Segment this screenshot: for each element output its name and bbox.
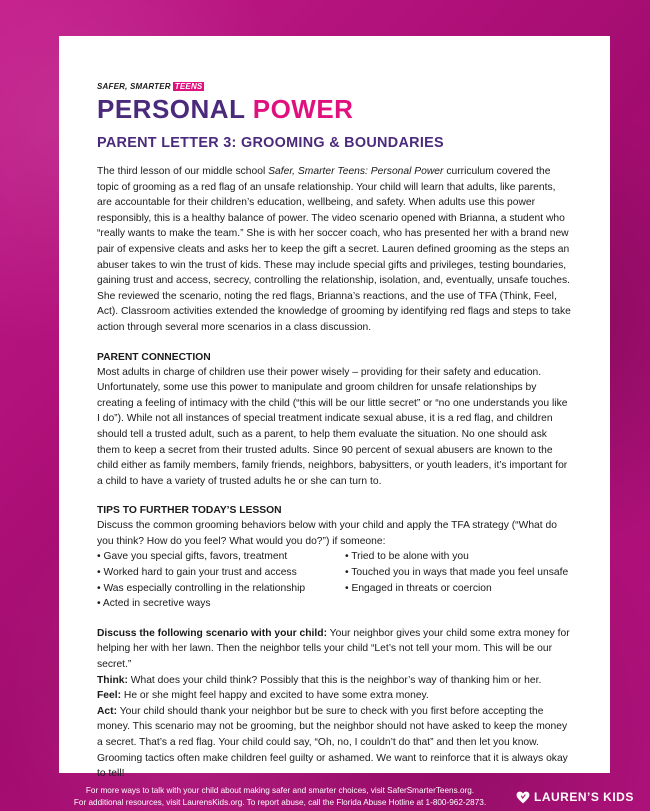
scenario-lead-label: Discuss the following scenario with your child: [97, 627, 327, 639]
personal-power-logo [97, 76, 572, 126]
letter-heading: PARENT LETTER 3: GROOMING & BOUNDARIES [97, 135, 444, 151]
logo-tagline-text: SAFER, SMARTER [97, 82, 171, 91]
footer-line-2: For additional resources, visit LaurensKids.org. To report abuse, call the Florida Abuse Hotline at 1-800-962-2873. [73, 798, 487, 807]
think-text: What does your child think? Possibly that this is the neighbor’s way of thanking him or her. [127, 674, 542, 686]
tip-item: • Gave you special gifts, favors, treatment [97, 551, 288, 563]
scenario-think [97, 673, 572, 689]
intro-curriculum-title: Safer, Smarter Teens: Personal Power [268, 166, 444, 177]
scenario-lead-text: Your neighbor gives your child some extra money for helping her with her lawn. Then the neighbor tells your child “Let’s not tell your mom. This will be our secret.” [97, 627, 570, 671]
logo-title-power: POWER [252, 94, 354, 124]
tip-item: • Engaged in threats or coercion [345, 582, 492, 594]
act-text: Your child should thank your neighbor but be sure to check with you first before accepting the money. This scenario may not be grooming, but the neighbor should not have asked to keep the money a secret. That’s a red flag. Your child could say, “Oh, no, I couldn’t do that” and then let you know. Grooming tactics often make children feel guilty or ashamed. We want to reinforce that it is always okay to tell! [97, 705, 568, 780]
tip-item: • Acted in secretive ways [97, 598, 211, 610]
think-label: Think: [97, 674, 128, 686]
parent-connection-section [97, 350, 572, 490]
logo-tagline-badge: TEENS [174, 82, 203, 91]
page-footer [0, 781, 650, 811]
footer-text [60, 785, 500, 809]
footer-brand: LAUREN’S KIDS [534, 790, 634, 804]
intro-paragraph [97, 164, 572, 336]
parent-connection-heading: PARENT CONNECTION [97, 351, 211, 363]
letter-page [59, 36, 610, 780]
tip-item: • Touched you in ways that made you feel unsafe [345, 567, 569, 579]
feel-label: Feel: [97, 690, 122, 702]
tips-section [97, 503, 572, 612]
act-label: Act: [97, 705, 118, 717]
scenario-lead [97, 626, 572, 673]
laurens-kids-logo [516, 790, 634, 804]
scenario-feel [97, 688, 572, 704]
scenario-act [97, 704, 572, 782]
tip-item: • Was especially controlling in the relationship [97, 582, 306, 594]
tip-item: • Worked hard to gain your trust and access [97, 567, 297, 579]
intro-text-rest: curriculum covered the topic of grooming as a red flag of an unsafe relationship. Your child will learn that adults, like parents, are accountable for their children’s education, wellbeing, and safety. When adults use this power responsibly, this is a healthy balance of power. The video scenario opened with Brianna, a student who “really wants to make the team.” She is with her soccer coach, who has presented her with a brand new pair of expensive cleats and asks her to keep the gift a secret. Lauren defined grooming as the steps an abuser takes to win the trust of kids. These may include special gifts and privileges, testing boundaries, gaining trust and access, secrecy, controlling the relationship, isolation, and, eventually, unsafe touches. She reviewed the scenario, noting the red flags, Brianna’s reactions, and the use of TFA (Think, Feel, Act). Classroom activities extended the knowledge of grooming by identifying red flags and steps to take action through several more scenarios in a class discussion. [97, 166, 571, 333]
feel-text: He or she might feel happy and excited to have some extra money. [121, 690, 429, 702]
scenario-section [97, 626, 572, 782]
heart-icon [516, 791, 530, 804]
tips-list [97, 549, 572, 611]
logo-tagline [97, 82, 204, 92]
logo-title-personal: PERSONAL [97, 94, 245, 124]
parent-connection-body: Most adults in charge of children use their power wisely – providing for their safety and education. Unfortunately, some use this power to manipulate and groom children for unsafe relationships by creating a feeling of intimacy with the child (“this will be our little secret” or “no one understands you like I do”). While not all instances of special treatment indicate sexual abuse, it is a red flag, and children should tell a trusted adult, such as a parent, to help them evaluate the situation. No one should ask them to keep a secret from their trusted adults. Since 90 percent of sexual abusers are known to the child either as family members, family friends, neighbors, babysitters, or youth leaders, it’s important for a child to have a variety of trusted adults he or she can turn to. [97, 366, 568, 487]
intro-text-start: The third lesson of our middle school [97, 166, 269, 177]
tips-intro: Discuss the common grooming behaviors below with your child and apply the TFA strategy (“What do you think? How do you feel? What would you do?”) if someone: [97, 520, 557, 547]
logo-title [97, 95, 572, 123]
footer-line-1: For more ways to talk with your child about making safer and smarter choices, visit SaferSmarterTeens.org. [85, 786, 475, 795]
tips-heading: TIPS TO FURTHER TODAY’S LESSON [97, 505, 282, 517]
tip-item: • Tried to be alone with you [345, 551, 469, 563]
